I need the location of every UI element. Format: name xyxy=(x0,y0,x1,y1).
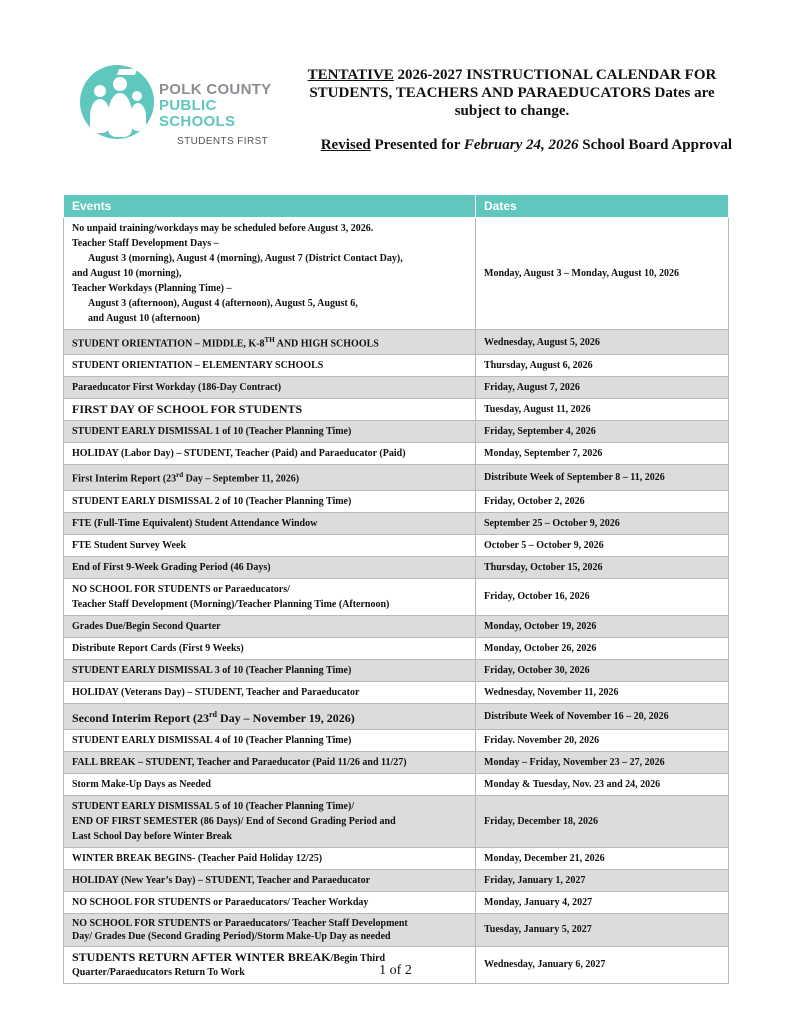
event-line: Teacher Workdays (Planning Time) – xyxy=(72,283,232,294)
date-cell: Friday, August 7, 2026 xyxy=(476,377,729,399)
subtitle-end: School Board Approval xyxy=(578,137,732,153)
event-cell xyxy=(64,703,476,729)
subtitle-mid: Presented for xyxy=(370,137,464,153)
date-cell: Monday, January 4, 2027 xyxy=(476,891,729,913)
date-cell: Wednesday, August 5, 2026 xyxy=(476,330,729,355)
date-cell: Monday, October 19, 2026 xyxy=(476,615,729,637)
date-cell: Monday, December 21, 2026 xyxy=(476,847,729,869)
date-cell: Friday, October 30, 2026 xyxy=(476,659,729,681)
superscript: rd xyxy=(208,709,217,719)
event-line: Teacher Staff Development (Morning)/Teacher Planning Time (Afternoon) xyxy=(72,598,390,610)
events-column-header: Events xyxy=(64,195,476,218)
event-text: STUDENTS RETURN AFTER WINTER BREAK xyxy=(72,949,331,964)
event-cell: FTE Student Survey Week xyxy=(64,534,476,556)
logo-emblem-icon xyxy=(80,65,154,139)
date-cell: Friday, October 16, 2026 xyxy=(476,578,729,615)
event-cell: HOLIDAY (New Year’s Day) – STUDENT, Teacher and Paraeducator xyxy=(64,869,476,891)
date-cell: Wednesday, November 11, 2026 xyxy=(476,681,729,703)
table-row xyxy=(64,330,729,355)
date-cell: Monday – Friday, November 23 – 27, 2026 xyxy=(476,751,729,773)
event-text: Day – September 11, 2026) xyxy=(183,473,300,485)
table-row xyxy=(64,556,729,578)
table-row xyxy=(64,399,729,421)
table-row xyxy=(64,615,729,637)
event-text: AND HIGH SCHOOLS xyxy=(274,338,379,350)
date-cell: Tuesday, August 11, 2026 xyxy=(476,399,729,421)
table-row xyxy=(64,703,729,729)
event-line: and August 10 (afternoon) xyxy=(88,313,200,324)
event-cell: HOLIDAY (Veterans Day) – STUDENT, Teacher and Paraeducator xyxy=(64,681,476,703)
table-row xyxy=(64,512,729,534)
table-row xyxy=(64,421,729,443)
event-cell xyxy=(64,465,476,490)
event-cell: STUDENT EARLY DISMISSAL 1 of 10 (Teacher Planning Time) xyxy=(64,421,476,443)
event-cell xyxy=(64,578,476,615)
event-line: and August 10 (morning), xyxy=(72,268,182,279)
district-logo xyxy=(80,62,290,147)
table-row xyxy=(64,891,729,913)
table-row xyxy=(64,795,729,847)
event-cell: STUDENT EARLY DISMISSAL 3 of 10 (Teacher Planning Time) xyxy=(64,659,476,681)
event-cell xyxy=(64,913,476,946)
table-row xyxy=(64,773,729,795)
table-row xyxy=(64,659,729,681)
date-cell: September 25 – October 9, 2026 xyxy=(476,512,729,534)
date-cell: Wednesday, January 6, 2027 xyxy=(476,946,729,983)
event-line: August 3 (morning), August 4 (morning), August 7 (District Contact Day), xyxy=(88,253,403,264)
date-cell: Friday, September 4, 2026 xyxy=(476,421,729,443)
date-cell: Monday & Tuesday, Nov. 23 and 24, 2026 xyxy=(476,773,729,795)
table-row xyxy=(64,218,729,330)
superscript: TH xyxy=(264,336,275,344)
event-cell xyxy=(64,795,476,847)
event-cell: STUDENT ORIENTATION – ELEMENTARY SCHOOLS xyxy=(64,355,476,377)
calendar-table xyxy=(63,194,729,984)
event-text: Second Interim Report (23 xyxy=(72,710,209,725)
table-row xyxy=(64,534,729,556)
date-cell: Friday, October 2, 2026 xyxy=(476,490,729,512)
subtitle-revised: Revised xyxy=(320,137,371,153)
event-text: /Begin Third xyxy=(330,952,386,964)
date-cell: Monday, October 26, 2026 xyxy=(476,637,729,659)
table-row xyxy=(64,443,729,465)
date-cell: Distribute Week of September 8 – 11, 2026 xyxy=(476,465,729,490)
table-row xyxy=(64,869,729,891)
event-cell: Distribute Report Cards (First 9 Weeks) xyxy=(64,637,476,659)
table-row xyxy=(64,578,729,615)
event-cell: STUDENT EARLY DISMISSAL 2 of 10 (Teacher Planning Time) xyxy=(64,490,476,512)
table-row xyxy=(64,729,729,751)
event-cell xyxy=(64,330,476,355)
table-row xyxy=(64,490,729,512)
event-line: No unpaid training/workdays may be scheduled before August 3, 2026. xyxy=(72,223,374,234)
event-cell: FALL BREAK – STUDENT, Teacher and Paraeducator (Paid 11/26 and 11/27) xyxy=(64,751,476,773)
date-cell: Thursday, August 6, 2026 xyxy=(476,355,729,377)
title-tentative: TENTATIVE xyxy=(307,67,394,83)
event-cell: End of First 9-Week Grading Period (46 Days) xyxy=(64,556,476,578)
event-cell: HOLIDAY (Labor Day) – STUDENT, Teacher (Paid) and Paraeducator (Paid) xyxy=(64,443,476,465)
table-row xyxy=(64,355,729,377)
table-row xyxy=(64,465,729,490)
event-cell: NO SCHOOL FOR STUDENTS or Paraeducators/ Teacher Workday xyxy=(64,891,476,913)
subtitle-date: February 24, 2026 xyxy=(463,137,579,153)
table-row xyxy=(64,377,729,399)
event-cell: Paraeducator First Workday (186-Day Contract) xyxy=(64,377,476,399)
date-cell: Friday, January 1, 2027 xyxy=(476,869,729,891)
event-line: Teacher Staff Development Days – xyxy=(72,238,219,249)
page-number: 1 of 2 xyxy=(379,963,412,978)
event-cell: Storm Make-Up Days as Needed xyxy=(64,773,476,795)
event-line: NO SCHOOL FOR STUDENTS or Paraeducators/ xyxy=(72,583,290,595)
date-cell: Monday, August 3 – Monday, August 10, 2026 xyxy=(476,218,729,330)
logo-line-1: POLK COUNTY xyxy=(159,81,272,98)
event-cell: FIRST DAY OF SCHOOL FOR STUDENTS xyxy=(64,399,476,421)
logo-line-2: PUBLIC SCHOOLS xyxy=(159,97,236,130)
table-row xyxy=(64,681,729,703)
event-cell: Grades Due/Begin Second Quarter xyxy=(64,615,476,637)
logo-tagline: STUDENTS FIRST xyxy=(177,136,269,147)
event-text: STUDENT ORIENTATION – MIDDLE, K-8 xyxy=(72,338,265,350)
event-cell xyxy=(64,218,476,330)
event-cell: STUDENT EARLY DISMISSAL 4 of 10 (Teacher Planning Time) xyxy=(64,729,476,751)
table-row xyxy=(64,637,729,659)
table-row xyxy=(64,913,729,946)
event-text: First Interim Report (23 xyxy=(72,473,177,485)
table-row xyxy=(64,751,729,773)
date-cell: Tuesday, January 5, 2027 xyxy=(476,913,729,946)
table-row xyxy=(64,847,729,869)
date-cell: Thursday, October 15, 2026 xyxy=(476,556,729,578)
event-line: STUDENT EARLY DISMISSAL 5 of 10 (Teacher Planning Time)/ xyxy=(72,800,355,812)
date-cell: Friday, December 18, 2026 xyxy=(476,795,729,847)
date-cell: Friday. November 20, 2026 xyxy=(476,729,729,751)
event-cell: WINTER BREAK BEGINS- (Teacher Paid Holiday 12/25) xyxy=(64,847,476,869)
date-cell: October 5 – October 9, 2026 xyxy=(476,534,729,556)
event-line: Last School Day before Winter Break xyxy=(72,830,232,842)
event-line: NO SCHOOL FOR STUDENTS or Paraeducators/ Teacher Staff Development xyxy=(72,917,408,929)
date-cell: Distribute Week of November 16 – 20, 2026 xyxy=(476,703,729,729)
event-cell: FTE (Full-Time Equivalent) Student Attendance Window xyxy=(64,512,476,534)
dates-column-header: Dates xyxy=(476,195,729,218)
superscript: rd xyxy=(176,471,184,480)
document-title xyxy=(292,66,732,120)
event-text: Day – November 19, 2026) xyxy=(216,710,355,725)
event-line: Day/ Grades Due (Second Grading Period)/Storm Make-Up Day as needed xyxy=(72,930,391,942)
title-rest: 2026-2027 INSTRUCTIONAL CALENDAR FOR STUDENTS, TEACHERS AND PARAEDUCATORS Dates are subject to change. xyxy=(309,67,717,119)
event-line: Quarter/Paraeducators Return To Work xyxy=(72,966,245,978)
event-line: END OF FIRST SEMESTER (86 Days)/ End of Second Grading Period and xyxy=(72,815,396,827)
date-cell: Monday, September 7, 2026 xyxy=(476,443,729,465)
event-line: August 3 (afternoon), August 4 (afternoon), August 5, August 6, xyxy=(88,298,358,309)
table-header-row xyxy=(64,195,729,218)
document-subtitle xyxy=(292,137,732,154)
